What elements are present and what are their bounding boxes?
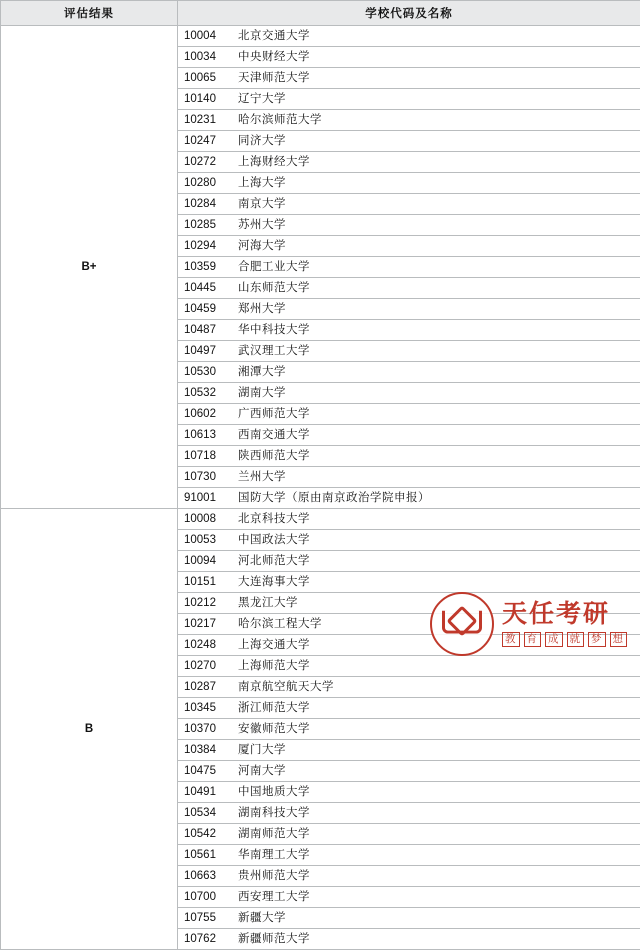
header-school-code-name: 学校代码及名称 [178, 1, 640, 26]
school-name: 上海财经大学 [238, 152, 310, 172]
school-name: 河海大学 [238, 236, 286, 256]
school-code: 10294 [178, 236, 238, 256]
school-name: 南京航空航天大学 [238, 677, 334, 697]
school-code: 10602 [178, 404, 238, 424]
school-code: 10212 [178, 593, 238, 613]
school-name: 河北师范大学 [238, 551, 310, 571]
school-code: 10475 [178, 761, 238, 781]
school-cell [178, 719, 640, 740]
school-name: 湖南科技大学 [238, 803, 310, 823]
school-cell [178, 761, 640, 782]
school-name: 中国地质大学 [238, 782, 310, 802]
school-name: 大连海事大学 [238, 572, 310, 592]
school-name: 华南理工大学 [238, 845, 310, 865]
school-name: 湖南师范大学 [238, 824, 310, 844]
school-code: 10700 [178, 887, 238, 907]
school-name: 浙江师范大学 [238, 698, 310, 718]
school-code: 10008 [178, 509, 238, 529]
school-code: 10718 [178, 446, 238, 466]
school-name: 上海师范大学 [238, 656, 310, 676]
school-code: 10542 [178, 824, 238, 844]
school-code: 10285 [178, 215, 238, 235]
school-cell [178, 572, 640, 593]
result-grade-cell: B [1, 509, 178, 950]
school-name: 贵州师范大学 [238, 866, 310, 886]
school-cell [178, 362, 640, 383]
school-name: 郑州大学 [238, 299, 286, 319]
school-cell [178, 551, 640, 572]
school-cell [178, 866, 640, 887]
header-evaluation-result: 评估结果 [1, 1, 178, 26]
school-cell [178, 908, 640, 929]
school-code: 10231 [178, 110, 238, 130]
watermark-sub-char: 育 [524, 632, 542, 647]
school-name: 辽宁大学 [238, 89, 286, 109]
school-name: 中国政法大学 [238, 530, 310, 550]
school-name: 上海交通大学 [238, 635, 310, 655]
school-cell [178, 782, 640, 803]
school-name: 广西师范大学 [238, 404, 310, 424]
school-cell [178, 425, 640, 446]
school-code: 10053 [178, 530, 238, 550]
school-code: 10755 [178, 908, 238, 928]
school-cell [178, 194, 640, 215]
school-cell [178, 131, 640, 152]
school-code: 10034 [178, 47, 238, 67]
school-name: 北京交通大学 [238, 26, 310, 46]
school-name: 武汉理工大学 [238, 341, 310, 361]
school-cell [178, 173, 640, 194]
school-cell [178, 698, 640, 719]
school-cell [178, 446, 640, 467]
school-name: 国防大学（原由南京政治学院申报） [238, 488, 430, 508]
school-cell [178, 299, 640, 320]
school-cell [178, 488, 640, 509]
school-cell [178, 803, 640, 824]
school-code: 10287 [178, 677, 238, 697]
school-cell [178, 152, 640, 173]
school-cell [178, 929, 640, 950]
school-name: 中央财经大学 [238, 47, 310, 67]
school-cell [178, 26, 640, 47]
school-code: 10491 [178, 782, 238, 802]
school-code: 10730 [178, 467, 238, 487]
school-code: 10487 [178, 320, 238, 340]
school-name: 陕西师范大学 [238, 446, 310, 466]
school-code: 10094 [178, 551, 238, 571]
school-cell [178, 47, 640, 68]
school-cell [178, 887, 640, 908]
school-name: 华中科技大学 [238, 320, 310, 340]
watermark-sub-char: 就 [567, 632, 585, 647]
table-header [1, 1, 640, 26]
school-cell [178, 656, 640, 677]
school-cell [178, 845, 640, 866]
school-name: 西安理工大学 [238, 887, 310, 907]
school-cell [178, 383, 640, 404]
school-code: 10534 [178, 803, 238, 823]
school-name: 兰州大学 [238, 467, 286, 487]
school-name: 苏州大学 [238, 215, 286, 235]
school-cell [178, 236, 640, 257]
school-code: 10384 [178, 740, 238, 760]
school-name: 哈尔滨工程大学 [238, 614, 322, 634]
school-name: 安徽师范大学 [238, 719, 310, 739]
school-name: 新疆师范大学 [238, 929, 310, 949]
school-code: 10459 [178, 299, 238, 319]
school-name: 西南交通大学 [238, 425, 310, 445]
school-name: 湖南大学 [238, 383, 286, 403]
school-name: 合肥工业大学 [238, 257, 310, 277]
school-code: 10065 [178, 68, 238, 88]
school-name: 湘潭大学 [238, 362, 286, 382]
watermark-sub-char: 梦 [588, 632, 606, 647]
school-code: 10613 [178, 425, 238, 445]
school-cell [178, 257, 640, 278]
school-code: 10140 [178, 89, 238, 109]
school-code: 10762 [178, 929, 238, 949]
school-code: 10530 [178, 362, 238, 382]
school-cell [178, 215, 640, 236]
school-code: 10280 [178, 173, 238, 193]
school-code: 10247 [178, 131, 238, 151]
school-cell [178, 278, 640, 299]
school-name: 山东师范大学 [238, 278, 310, 298]
school-name: 河南大学 [238, 761, 286, 781]
school-code: 10284 [178, 194, 238, 214]
school-code: 10151 [178, 572, 238, 592]
school-name: 新疆大学 [238, 908, 286, 928]
school-name: 黑龙江大学 [238, 593, 298, 613]
header-row [1, 1, 640, 26]
school-name: 南京大学 [238, 194, 286, 214]
school-code: 10497 [178, 341, 238, 361]
table-row [1, 509, 640, 530]
school-code: 10370 [178, 719, 238, 739]
school-cell [178, 740, 640, 761]
school-cell [178, 89, 640, 110]
school-code: 10561 [178, 845, 238, 865]
school-name: 天津师范大学 [238, 68, 310, 88]
watermark-sub-char: 想 [610, 632, 628, 647]
school-name: 厦门大学 [238, 740, 286, 760]
school-cell [178, 614, 640, 635]
school-code: 10272 [178, 152, 238, 172]
school-code: 10004 [178, 26, 238, 46]
school-cell [178, 404, 640, 425]
table-row [1, 26, 640, 47]
school-code: 91001 [178, 488, 238, 508]
result-grade-cell: B+ [1, 26, 178, 509]
school-cell [178, 593, 640, 614]
school-code: 10345 [178, 698, 238, 718]
school-code: 10217 [178, 614, 238, 634]
watermark-title: 天任考研 [502, 601, 627, 629]
school-cell [178, 320, 640, 341]
school-cell [178, 635, 640, 656]
watermark-sub-char: 教 [502, 632, 520, 647]
school-name: 哈尔滨师范大学 [238, 110, 322, 130]
school-name: 北京科技大学 [238, 509, 310, 529]
school-code: 10532 [178, 383, 238, 403]
school-code: 10359 [178, 257, 238, 277]
school-cell [178, 677, 640, 698]
school-cell [178, 530, 640, 551]
school-name: 同济大学 [238, 131, 286, 151]
school-code: 10248 [178, 635, 238, 655]
school-code: 10270 [178, 656, 238, 676]
school-name: 上海大学 [238, 173, 286, 193]
school-cell [178, 68, 640, 89]
table-body [1, 26, 640, 950]
school-code: 10663 [178, 866, 238, 886]
school-cell [178, 509, 640, 530]
school-cell [178, 824, 640, 845]
school-cell [178, 467, 640, 488]
school-code: 10445 [178, 278, 238, 298]
watermark-sub-char: 成 [545, 632, 563, 647]
school-cell [178, 341, 640, 362]
school-cell [178, 110, 640, 131]
